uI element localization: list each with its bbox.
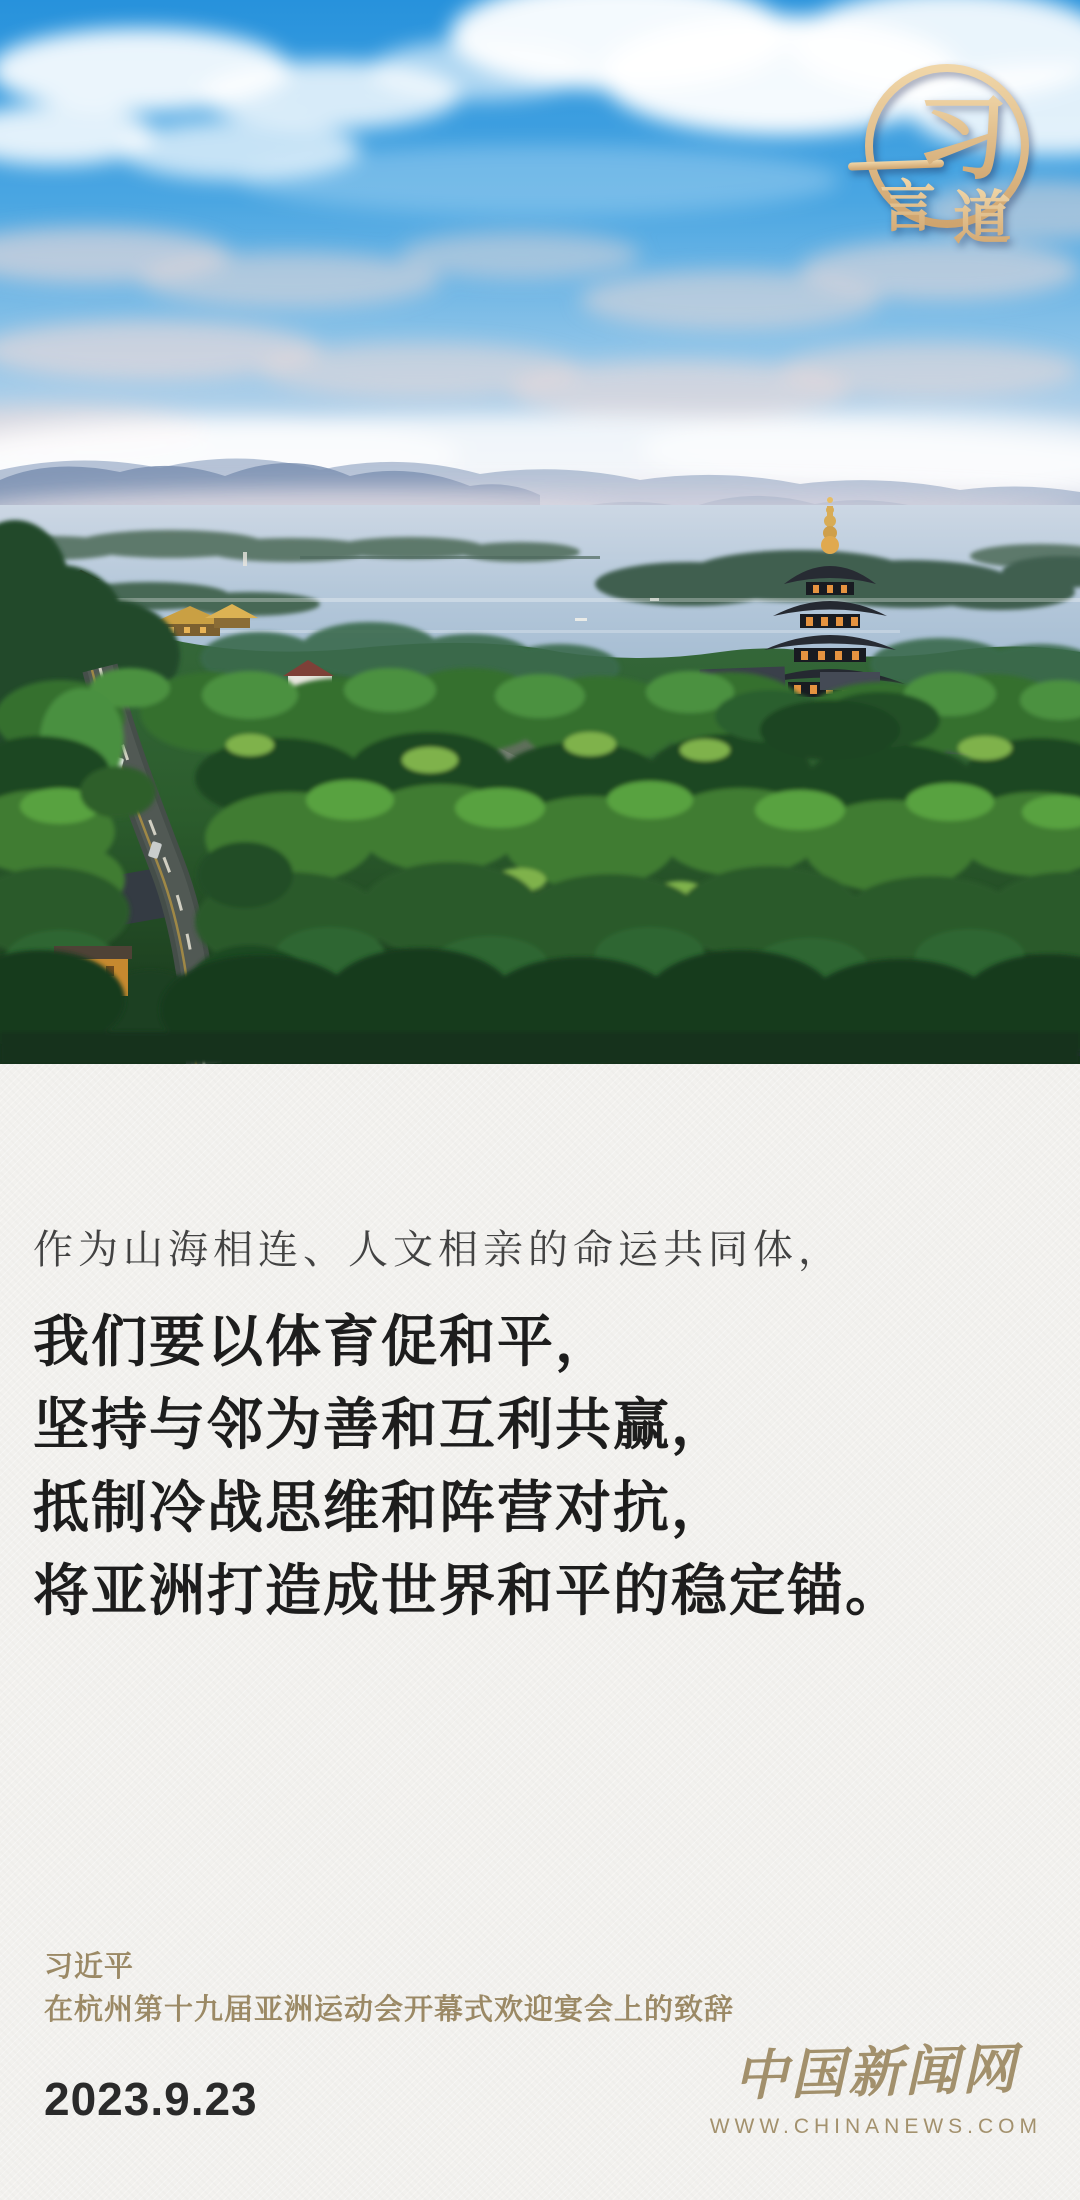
xiyandao-logo bbox=[840, 48, 1060, 253]
logo-char-yan: 言 bbox=[880, 177, 936, 239]
quote-line-3: 抵制冷战思维和阵营对抗， bbox=[33, 1478, 729, 1540]
date-label: 2023.9.23 bbox=[44, 2073, 258, 2125]
quote-line-1: 我们要以体育促和平， bbox=[33, 1312, 613, 1374]
quote-line-4: 将亚洲打造成世界和平的稳定锚。 bbox=[33, 1561, 903, 1623]
attribution-speaker: 习近平 bbox=[44, 1951, 135, 1983]
logo-char-xi: 习 bbox=[915, 88, 1009, 190]
quote-intro-line: 作为山海相连、人文相亲的命运共同体， bbox=[33, 1227, 843, 1272]
quote-body bbox=[33, 1302, 903, 1634]
attribution-occasion: 在杭州第十九届亚洲运动会开幕式欢迎宴会上的致辞 bbox=[44, 1994, 735, 2026]
chinanews-wordmark: 中国新闻网 bbox=[732, 2039, 1020, 2107]
chinanews-url: WWW.CHINANEWS.COM bbox=[709, 2115, 1042, 2138]
attribution bbox=[44, 1946, 734, 2032]
logo-char-dao: 道 bbox=[952, 186, 1012, 251]
quote-line-2: 坚持与邻为善和互利共赢， bbox=[33, 1395, 729, 1457]
chinanews-logo bbox=[710, 2030, 1042, 2139]
